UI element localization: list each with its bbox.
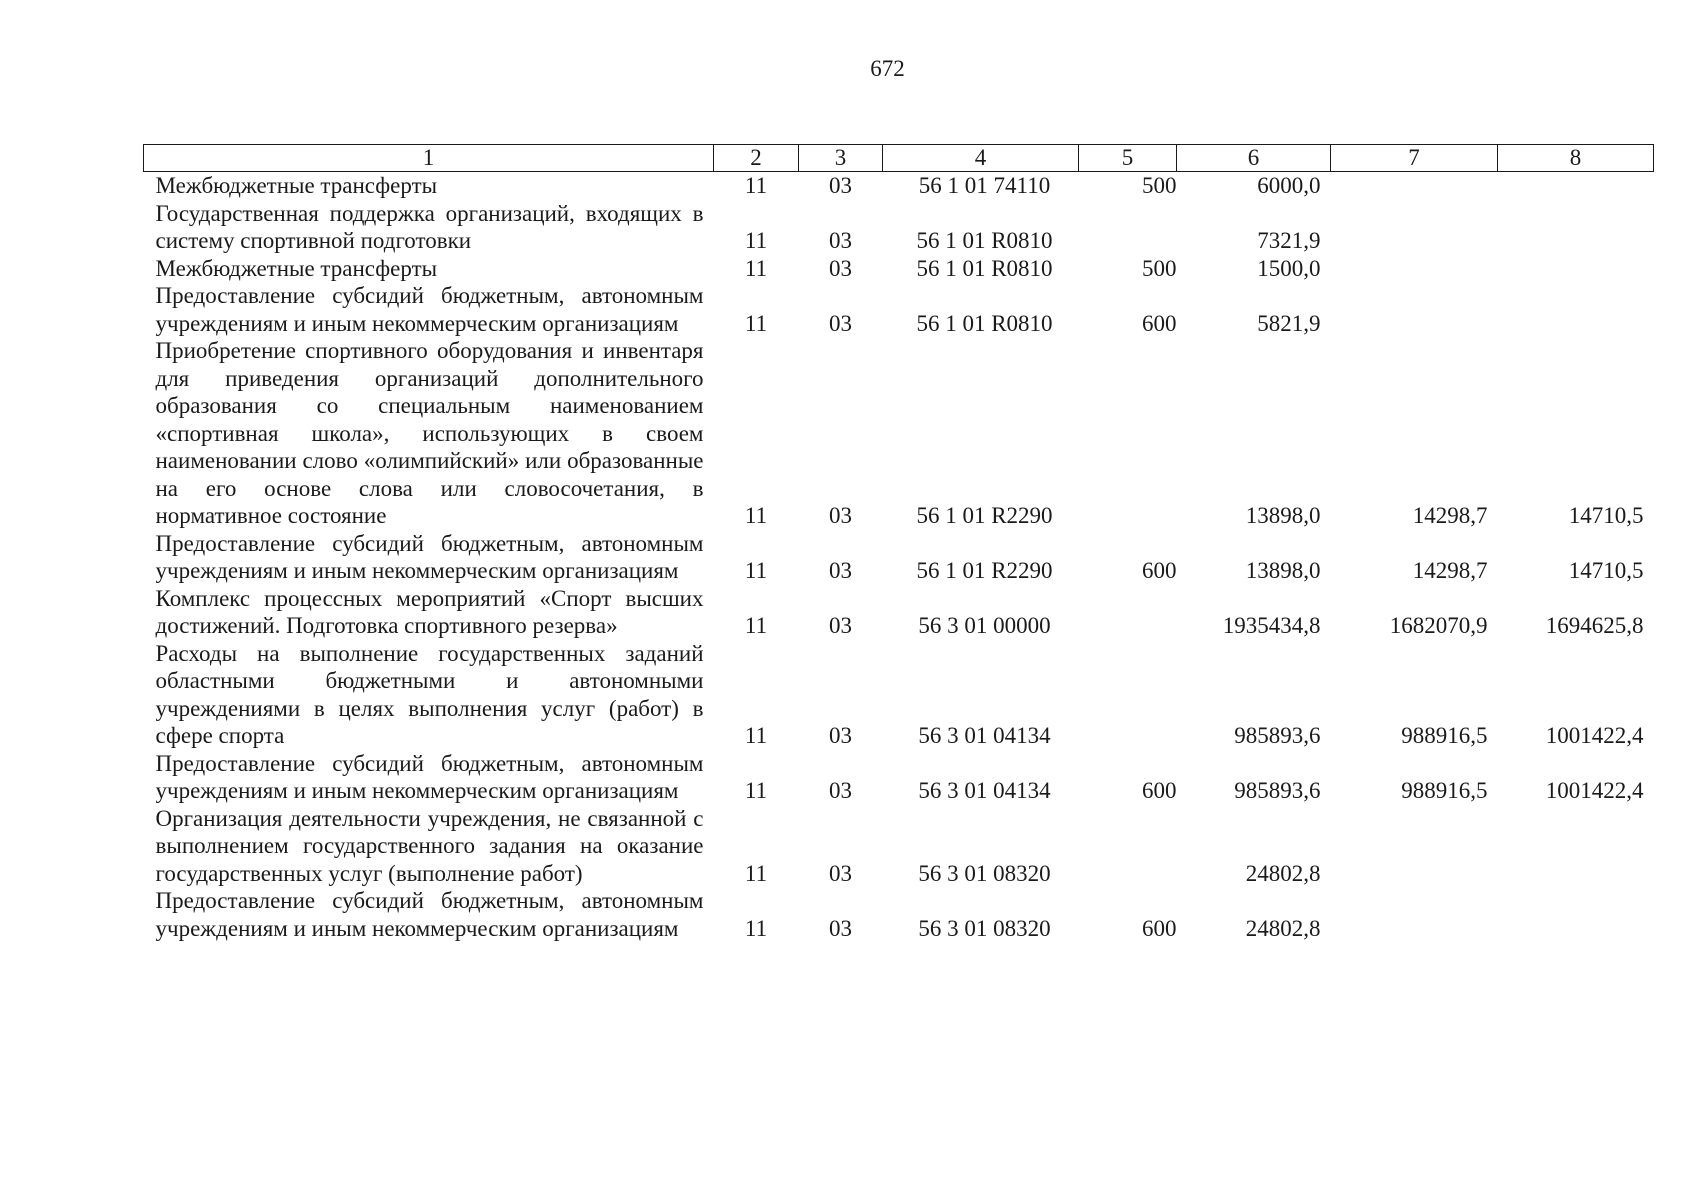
row-subsection: 03: [829, 228, 852, 253]
header-col-3: 3: [799, 145, 883, 172]
row-section: 11: [744, 228, 768, 253]
row-amount-col-7: [1331, 172, 1498, 200]
row-amount-col-6: 1500,0: [1257, 255, 1321, 281]
row-subsection: 03: [829, 173, 852, 198]
row-amount-col-7: [1331, 282, 1498, 337]
row-expense-type: [1079, 200, 1177, 255]
table-body: [144, 172, 1654, 943]
header-row: [144, 145, 1654, 172]
row-section: 11: [744, 723, 768, 748]
row-amount-col-6: 5821,9: [1257, 310, 1321, 336]
row-target-article: 56 1 01 74110: [918, 173, 1051, 198]
row-amount-col-8: 1694625,8: [1545, 613, 1644, 638]
row-expense-type: [1079, 640, 1177, 750]
header-col-8: 8: [1498, 145, 1654, 172]
row-section: 11: [744, 310, 768, 336]
table-row: [144, 255, 1654, 283]
table-row: [144, 172, 1654, 200]
row-amount-col-6: 985893,6: [1234, 723, 1321, 748]
row-subsection: 03: [829, 503, 852, 528]
table-header: [144, 145, 1654, 172]
row-subsection: 03: [829, 558, 852, 583]
table-row: [144, 750, 1654, 805]
row-section: 11: [744, 255, 768, 281]
row-amount-col-8: 1001422,4: [1545, 778, 1644, 803]
table-row: [144, 282, 1654, 337]
budget-table: [143, 144, 1654, 942]
row-target-article: 56 1 01 R2290: [916, 558, 1053, 583]
row-amount-col-7: 14298,7: [1412, 558, 1488, 583]
row-amount-col-8: [1498, 255, 1654, 283]
table-row: [144, 805, 1654, 888]
row-amount-col-8: 1001422,4: [1545, 723, 1644, 748]
row-expense-type: 500: [1142, 173, 1177, 198]
row-amount-col-7: [1331, 887, 1498, 942]
row-target-article: 56 1 01 R0810: [916, 255, 1053, 281]
row-description: Предоставление субсидий бюджетным, автономным учреждениям и иным некоммерческим организациям: [155, 530, 704, 583]
row-amount-col-7: 988916,5: [1401, 723, 1488, 748]
row-target-article: 56 1 01 R2290: [916, 503, 1053, 528]
row-expense-type: [1079, 337, 1177, 530]
row-description: Межбюджетные трансферты: [155, 255, 438, 281]
row-section: 11: [744, 558, 768, 583]
row-amount-col-8: [1498, 172, 1654, 200]
row-expense-type: 600: [1142, 310, 1177, 336]
row-target-article: 56 3 01 08320: [918, 915, 1051, 941]
row-subsection: 03: [829, 723, 852, 748]
row-section: 11: [744, 503, 768, 528]
table-row: [144, 337, 1654, 530]
row-amount-col-6: 24802,8: [1245, 860, 1321, 886]
table-row: [144, 887, 1654, 942]
row-section: 11: [744, 613, 768, 638]
row-amount-col-6: 6000,0: [1257, 173, 1321, 198]
row-description: Предоставление субсидий бюджетным, автономным учреждениям и иным некоммерческим организациям: [155, 283, 704, 336]
row-amount-col-7: [1331, 255, 1498, 283]
page-number: 672: [870, 56, 905, 81]
row-section: 11: [744, 860, 768, 886]
row-description: Государственная поддержка организаций, входящих в систему спортивной подготовки: [155, 200, 704, 253]
row-section: 11: [744, 915, 768, 941]
row-amount-col-8: [1498, 805, 1654, 888]
row-subsection: 03: [829, 860, 852, 886]
row-description: Межбюджетные трансферты: [155, 173, 438, 198]
row-expense-type: [1079, 805, 1177, 888]
row-subsection: 03: [829, 613, 852, 638]
row-description: Организация деятельности учреждения, не связанной с выполнением государственного задания на оказание государственных услуг (выполнение работ): [155, 805, 704, 886]
table-row: [144, 200, 1654, 255]
header-col-6: 6: [1177, 145, 1331, 172]
row-amount-col-8: [1498, 200, 1654, 255]
row-subsection: 03: [829, 778, 852, 803]
row-description: Расходы на выполнение государственных заданий областными бюджетными и автономными учреждениями в целях выполнения услуг (работ) в сфере спорта: [155, 640, 704, 748]
row-target-article: 56 1 01 R0810: [916, 228, 1053, 253]
header-col-7: 7: [1331, 145, 1498, 172]
row-target-article: 56 1 01 R0810: [916, 310, 1053, 336]
row-subsection: 03: [829, 310, 852, 336]
row-section: 11: [744, 778, 768, 803]
row-expense-type: 600: [1142, 778, 1177, 803]
table-row: [144, 640, 1654, 750]
row-target-article: 56 3 01 08320: [918, 860, 1051, 886]
row-amount-col-7: [1331, 805, 1498, 888]
row-amount-col-7: 1682070,9: [1389, 613, 1488, 638]
row-amount-col-7: 988916,5: [1401, 778, 1488, 803]
row-subsection: 03: [829, 255, 852, 281]
row-target-article: 56 3 01 00000: [918, 613, 1051, 638]
row-amount-col-8: [1498, 887, 1654, 942]
row-description: Приобретение спортивного оборудования и инвентаря для приведения организаций дополнительного образования со специальным наименованием «спортивная школа», использующих в своем наименовании слово «олимпийский» или образованные на его основе слова или словосочетания, в нормативное состояние: [155, 338, 704, 528]
row-description: Предоставление субсидий бюджетным, автономным учреждениям и иным некоммерческим организациям: [155, 888, 704, 941]
row-expense-type: 600: [1142, 915, 1177, 941]
row-amount-col-8: 14710,5: [1568, 503, 1644, 528]
row-amount-col-6: 13898,0: [1245, 503, 1321, 528]
row-amount-col-6: 24802,8: [1245, 915, 1321, 941]
header-col-5: 5: [1079, 145, 1177, 172]
row-description: Комплекс процессных мероприятий «Спорт высших достижений. Подготовка спортивного резерва»: [155, 585, 704, 638]
row-subsection: 03: [829, 915, 852, 941]
row-amount-col-8: 14710,5: [1568, 558, 1644, 583]
row-description: Предоставление субсидий бюджетным, автономным учреждениям и иным некоммерческим организациям: [155, 750, 704, 803]
row-amount-col-7: 14298,7: [1412, 503, 1488, 528]
header-col-2: 2: [714, 145, 799, 172]
table-row: [144, 585, 1654, 640]
row-amount-col-7: [1331, 200, 1498, 255]
row-section: 11: [744, 173, 768, 198]
row-expense-type: 600: [1142, 558, 1177, 583]
row-target-article: 56 3 01 04134: [918, 778, 1051, 803]
row-target-article: 56 3 01 04134: [918, 723, 1051, 748]
header-col-4: 4: [883, 145, 1079, 172]
row-amount-col-6: 7321,9: [1257, 228, 1321, 253]
row-amount-col-8: [1498, 282, 1654, 337]
row-expense-type: [1079, 585, 1177, 640]
row-amount-col-6: 1935434,8: [1222, 613, 1321, 638]
row-amount-col-6: 985893,6: [1234, 778, 1321, 803]
header-col-1: 1: [144, 145, 714, 172]
row-expense-type: 500: [1142, 255, 1177, 281]
row-amount-col-6: 13898,0: [1245, 558, 1321, 583]
table-row: [144, 530, 1654, 585]
